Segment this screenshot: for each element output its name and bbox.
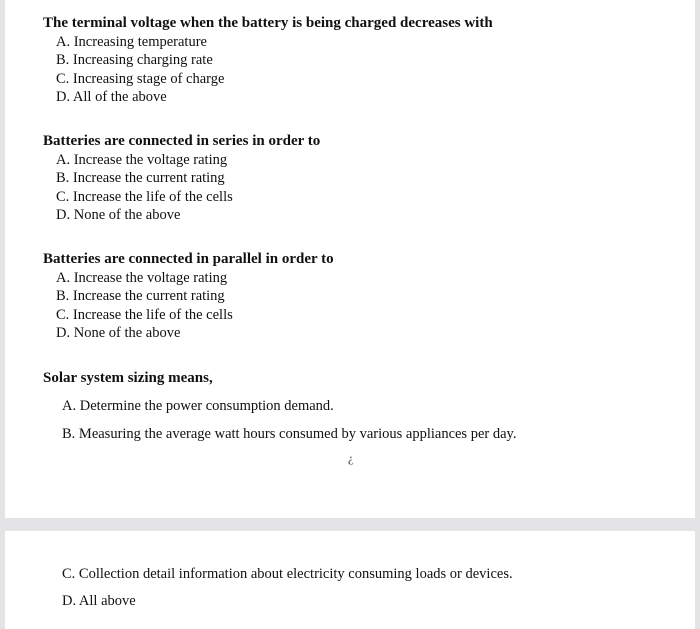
question-1-option-a: A. Increasing temperature [56, 34, 207, 50]
question-4-option-d: D. All above [62, 593, 136, 609]
question-4-title: Solar system sizing means, [43, 370, 213, 386]
question-4-option-a: A. Determine the power consumption demand. [62, 398, 334, 414]
question-3-option-c: C. Increase the life of the cells [56, 306, 233, 323]
question-1-option-d: D. All of the above [56, 88, 167, 105]
question-2-option-b: B. Increase the current rating [56, 170, 225, 187]
question-4-option-b: B. Measuring the average watt hours consumed by various appliances per day. [62, 426, 517, 442]
question-3-options [56, 269, 233, 342]
stray-mark: ¿ [348, 451, 354, 465]
question-1-options [56, 33, 224, 106]
question-1-title: The terminal voltage when the battery is being charged decreases with [43, 15, 493, 31]
question-1-option-b: B. Increasing charging rate [56, 52, 213, 69]
question-4-option-c: C. Collection detail information about electricity consuming loads or devices. [62, 566, 513, 582]
question-2-option-c: C. Increase the life of the cells [56, 188, 233, 205]
question-2-option-a: A. Increase the voltage rating [56, 152, 228, 168]
question-3-option-b: B. Increase the current rating [56, 288, 225, 305]
question-3-option-d: D. None of the above [56, 324, 181, 341]
document-page-1 [5, 0, 695, 518]
question-2-option-d: D. None of the above [56, 206, 181, 223]
question-2-title: Batteries are connected in series in order to [43, 133, 321, 149]
question-3-option-a: A. Increase the voltage rating [56, 270, 228, 286]
question-1-option-c: C. Increasing stage of charge [56, 70, 225, 87]
document-page-2 [5, 531, 695, 629]
question-3-title: Batteries are connected in parallel in order to [43, 251, 334, 267]
question-2-options [56, 151, 233, 224]
